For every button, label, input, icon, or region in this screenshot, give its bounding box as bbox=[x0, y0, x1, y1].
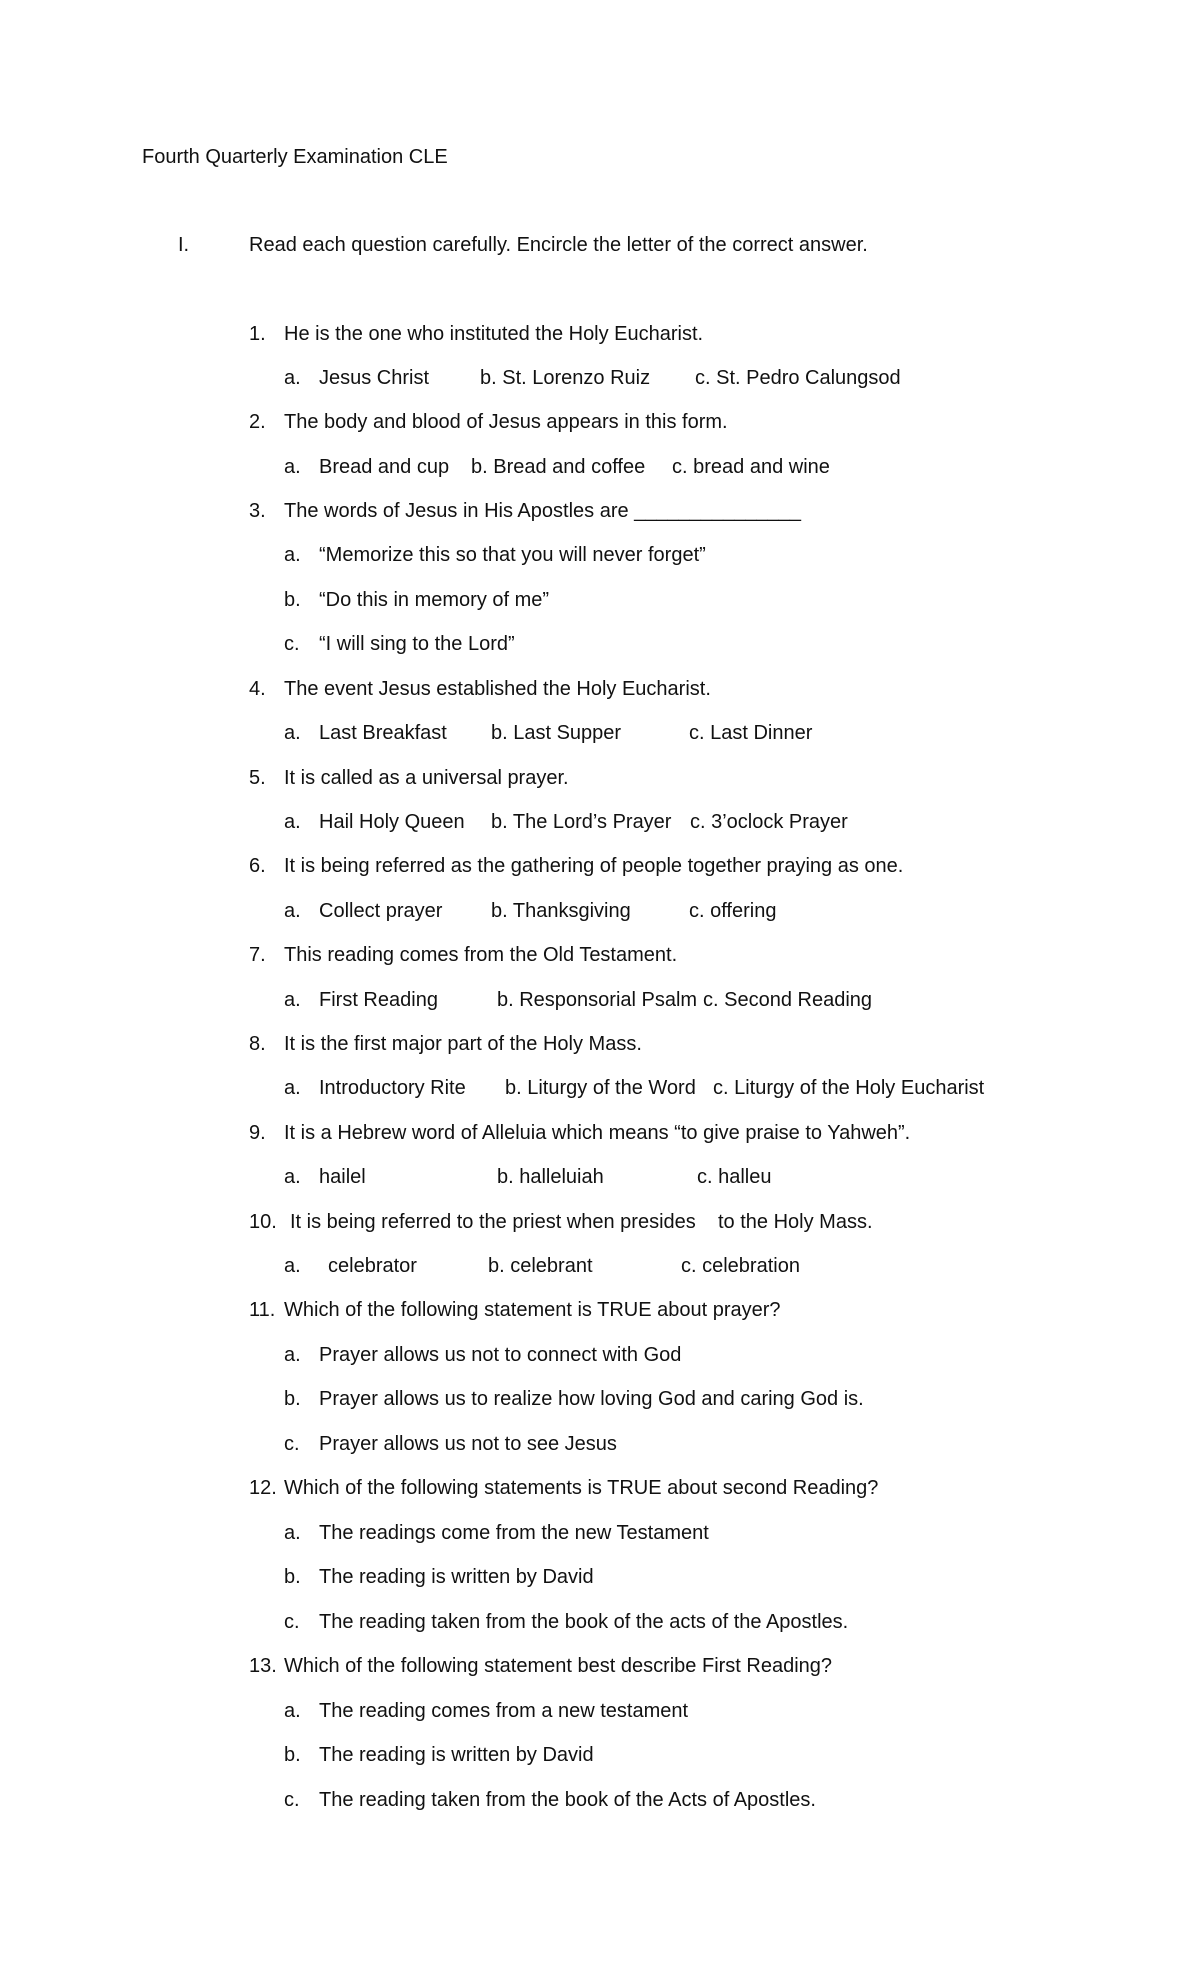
choice-text: b. Last Supper bbox=[491, 722, 622, 744]
choice-letter: a. bbox=[284, 989, 301, 1011]
choice-text: c. Liturgy of the Holy Eucharist bbox=[713, 1077, 985, 1099]
choice-letter: c. bbox=[284, 1789, 300, 1811]
choice-letter: a. bbox=[284, 1166, 301, 1188]
question-text: The words of Jesus in His Apostles are _______________ bbox=[284, 500, 802, 522]
choice-letter: a. bbox=[284, 722, 301, 744]
choice-letter: a. bbox=[284, 1077, 301, 1099]
question-number: 12. bbox=[249, 1477, 277, 1499]
choice-text: Introductory Rite bbox=[319, 1077, 466, 1099]
question-number: 8. bbox=[249, 1033, 266, 1055]
choice-letter: a. bbox=[284, 456, 301, 478]
question-text: Which of the following statements is TRUE about second Reading? bbox=[284, 1477, 879, 1499]
exam-title: Fourth Quarterly Examination CLE bbox=[142, 146, 448, 168]
choice-text: b. Responsorial Psalm bbox=[497, 989, 698, 1011]
question-number: 5. bbox=[249, 767, 266, 789]
question-text: It is the first major part of the Holy Mass. bbox=[284, 1033, 642, 1055]
choice-text: celebrator bbox=[328, 1255, 417, 1277]
question-text: The body and blood of Jesus appears in this form. bbox=[284, 411, 728, 433]
choice-letter: a. bbox=[284, 1255, 301, 1277]
choice-text: c. celebration bbox=[681, 1255, 800, 1277]
choice-text: “Memorize this so that you will never forget” bbox=[319, 544, 706, 566]
question-number: 9. bbox=[249, 1122, 266, 1144]
choice-text: b. halleluiah bbox=[497, 1166, 604, 1188]
question-text: It is being referred to the priest when presides to the Holy Mass. bbox=[290, 1211, 873, 1233]
question-text: He is the one who instituted the Holy Eucharist. bbox=[284, 323, 704, 345]
choice-text: First Reading bbox=[319, 989, 438, 1011]
choice-text: b. St. Lorenzo Ruiz bbox=[480, 367, 651, 389]
choice-text: c. offering bbox=[689, 900, 777, 922]
choice-letter: a. bbox=[284, 1522, 301, 1544]
choice-text: The reading taken from the book of the acts of the Apostles. bbox=[319, 1611, 849, 1633]
question-number: 13. bbox=[249, 1655, 277, 1677]
question-text: It is being referred as the gathering of people together praying as one. bbox=[284, 855, 904, 877]
choice-text: Hail Holy Queen bbox=[319, 811, 465, 833]
choice-text: “Do this in memory of me” bbox=[319, 589, 550, 611]
choice-text: Prayer allows us not to connect with God bbox=[319, 1344, 682, 1366]
choice-letter: b. bbox=[284, 589, 301, 611]
choice-text: Jesus Christ bbox=[319, 367, 430, 389]
choice-letter: a. bbox=[284, 811, 301, 833]
choice-text: The reading comes from a new testament bbox=[319, 1700, 689, 1722]
choice-letter: c. bbox=[284, 633, 300, 655]
question-text: It is called as a universal prayer. bbox=[284, 767, 569, 789]
choice-letter: b. bbox=[284, 1566, 301, 1588]
choice-text: b. Liturgy of the Word bbox=[505, 1077, 696, 1099]
question-number: 4. bbox=[249, 678, 266, 700]
question-number: 7. bbox=[249, 944, 266, 966]
choice-text: The reading taken from the book of the Acts of Apostles. bbox=[319, 1789, 816, 1811]
choice-text: c. halleu bbox=[697, 1166, 772, 1188]
choice-letter: a. bbox=[284, 367, 301, 389]
choice-text: c. St. Pedro Calungsod bbox=[695, 367, 901, 389]
choice-text: The reading is written by David bbox=[319, 1566, 594, 1588]
choice-text: c. 3’oclock Prayer bbox=[690, 811, 848, 833]
choice-text: Collect prayer bbox=[319, 900, 443, 922]
question-number: 11. bbox=[249, 1299, 276, 1321]
question-text: This reading comes from the Old Testament. bbox=[284, 944, 678, 966]
choice-text: The readings come from the new Testament bbox=[319, 1522, 709, 1544]
question-text: The event Jesus established the Holy Eucharist. bbox=[284, 678, 711, 700]
choice-text: hailel bbox=[319, 1166, 366, 1188]
choice-letter: a. bbox=[284, 1700, 301, 1722]
choice-text: Bread and cup bbox=[319, 456, 450, 478]
question-number: 2. bbox=[249, 411, 266, 433]
choice-text: c. Last Dinner bbox=[689, 722, 813, 744]
choice-letter: a. bbox=[284, 544, 301, 566]
choice-letter: a. bbox=[284, 1344, 301, 1366]
question-number: 6. bbox=[249, 855, 266, 877]
choice-letter: c. bbox=[284, 1611, 300, 1633]
section-instruction: Read each question carefully. Encircle the letter of the correct answer. bbox=[249, 234, 868, 256]
choice-text: Prayer allows us to realize how loving God and caring God is. bbox=[319, 1388, 864, 1410]
choice-text: b. The Lord’s Prayer bbox=[491, 811, 672, 833]
choice-text: b. celebrant bbox=[488, 1255, 593, 1277]
choice-text: The reading is written by David bbox=[319, 1744, 594, 1766]
section-numeral: I. bbox=[178, 234, 190, 256]
question-number: 1. bbox=[249, 323, 266, 345]
question-number: 10. bbox=[249, 1211, 277, 1233]
choice-letter: b. bbox=[284, 1388, 301, 1410]
choice-letter: b. bbox=[284, 1744, 301, 1766]
choice-text: Last Breakfast bbox=[319, 722, 447, 744]
choice-text: c. Second Reading bbox=[703, 989, 873, 1011]
question-text: Which of the following statement best describe First Reading? bbox=[284, 1655, 833, 1677]
choice-text: Prayer allows us not to see Jesus bbox=[319, 1433, 617, 1455]
question-text: It is a Hebrew word of Alleluia which means “to give praise to Yahweh”. bbox=[284, 1122, 911, 1144]
choice-text: b. Bread and coffee bbox=[471, 456, 646, 478]
choice-letter: a. bbox=[284, 900, 301, 922]
choice-text: c. bread and wine bbox=[672, 456, 830, 478]
question-number: 3. bbox=[249, 500, 266, 522]
choice-text: b. Thanksgiving bbox=[491, 900, 631, 922]
choice-letter: c. bbox=[284, 1433, 300, 1455]
question-text: Which of the following statement is TRUE about prayer? bbox=[284, 1299, 781, 1321]
choice-text: “I will sing to the Lord” bbox=[319, 633, 515, 655]
